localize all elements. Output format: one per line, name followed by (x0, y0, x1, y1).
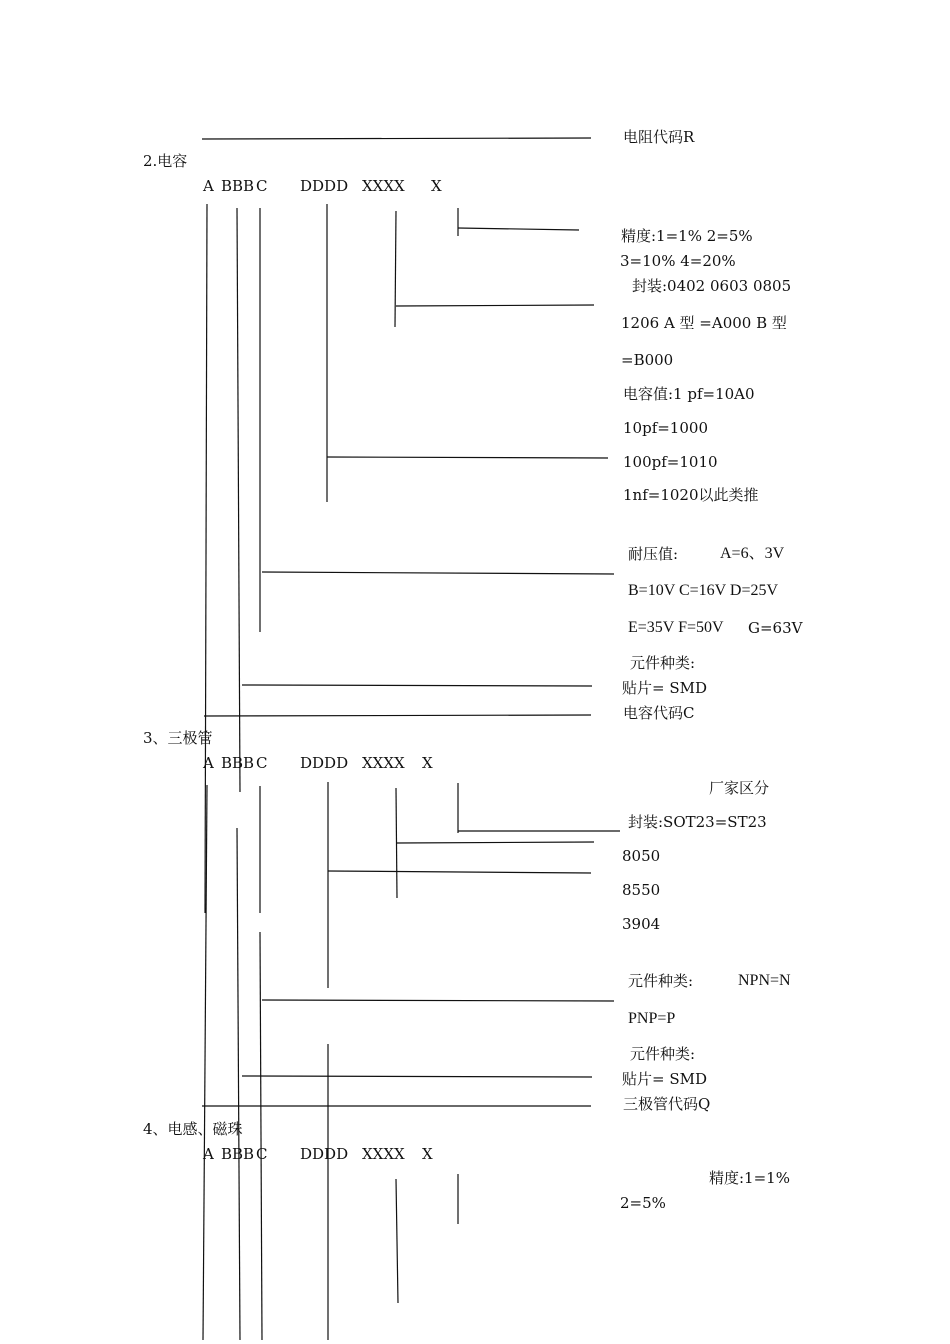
tri-code-c: C (256, 754, 268, 772)
tri-lower-b-stem (237, 828, 240, 1340)
tri-type-label: 元件种类: (628, 972, 694, 990)
cap-code-leader (204, 715, 591, 716)
tri-code-label: 三极管代码Q (623, 1095, 711, 1113)
resistor-leader-line (202, 138, 591, 139)
tri-kind-leader (242, 1076, 592, 1077)
cap-code-x4: XXXX (362, 177, 405, 195)
ind-code-b: BBB (221, 1145, 255, 1163)
cap-kind-leader (242, 685, 592, 686)
cap-value-line-4: 1nf=1020以此类推 (623, 486, 759, 504)
tri-model-2: 8550 (622, 881, 661, 899)
tri-code-x4: XXXX (362, 754, 405, 772)
cap-voltage-label: 耐压值: (628, 545, 679, 563)
cap-x4-stem (395, 211, 396, 327)
ind-precision-line-2: 2=5% (620, 1194, 666, 1212)
cap-code-b: BBB (221, 177, 255, 195)
cap-code-d: DDDD (300, 177, 349, 195)
cap-voltage-line-3a: E=35V F=50V (628, 619, 724, 636)
cap-heading: 2.电容 (143, 152, 188, 170)
cap-voltage-leader (262, 572, 614, 574)
cap-value-line-2: 10pf=1000 (623, 419, 708, 437)
cap-kind-value: 贴片= SMD (622, 679, 707, 697)
ind-code-x4: XXXX (362, 1145, 405, 1163)
cap-code-c: C (256, 177, 268, 195)
cap-value-line-1: 电容值:1 pf=10A0 (623, 385, 755, 403)
ind-code-x: X (422, 1145, 433, 1163)
cap-code-x: X (431, 177, 442, 195)
ind-precision-line-1: 精度:1=1% (709, 1169, 790, 1187)
cap-value-leader (327, 457, 608, 458)
tri-model-leader (328, 871, 591, 873)
tri-kind-value: 贴片= SMD (622, 1070, 707, 1088)
tri-lower-c-stem (260, 932, 262, 1340)
cap-kind-label: 元件种类: (630, 654, 696, 672)
cap-package-line-1: 封装:0402 0603 0805 (632, 277, 792, 295)
cap-code-label: 电容代码C (623, 704, 695, 722)
cap-package-leader (396, 305, 594, 306)
tri-type-leader (262, 1000, 614, 1001)
cap-package-line-3: =B000 (621, 351, 674, 369)
tri-package-label: 封装:SOT23=ST23 (628, 813, 767, 831)
cap-voltage-line-3b: G=63V (748, 619, 803, 637)
tri-model-3: 3904 (622, 915, 661, 933)
cap-package-line-2: 1206 A 型 =A000 B 型 (621, 314, 787, 332)
ind-code-a: A (203, 1145, 214, 1163)
tri-code-d: DDDD (300, 754, 349, 772)
tri-heading: 3、三极管 (143, 729, 213, 747)
tri-model-1: 8050 (622, 847, 661, 865)
cap-voltage-a: A=6、3V (720, 545, 785, 562)
ind-code-c: C (256, 1145, 268, 1163)
tri-code-x: X (422, 754, 433, 772)
cap-value-line-3: 100pf=1010 (623, 453, 718, 471)
ind-heading: 4、电感、磁珠 (143, 1120, 243, 1138)
cap-voltage-line-2: B=10V C=16V D=25V (628, 582, 779, 599)
tri-x4-stem (396, 788, 397, 898)
cap-precision-line-2: 3=10% 4=20% (620, 252, 736, 270)
tri-type-pnp: PNP=P (628, 1010, 676, 1027)
resistor-code-label: 电阻代码R (623, 128, 695, 146)
cap-precision-line-1: 精度:1=1% 2=5% (621, 227, 753, 245)
ind-x4-stem (396, 1179, 398, 1303)
tri-kind-label: 元件种类: (630, 1045, 696, 1063)
cap-code-a: A (203, 177, 214, 195)
tri-maker-label: 厂家区分 (709, 779, 770, 797)
ind-code-d: DDDD (300, 1145, 349, 1163)
cap-b-stem (237, 208, 240, 792)
tri-type-npn: NPN=N (738, 972, 791, 989)
tri-package-leader (397, 842, 594, 843)
tri-code-b: BBB (221, 754, 255, 772)
tri-code-a: A (203, 754, 214, 772)
cap-precision-leader (458, 228, 579, 230)
